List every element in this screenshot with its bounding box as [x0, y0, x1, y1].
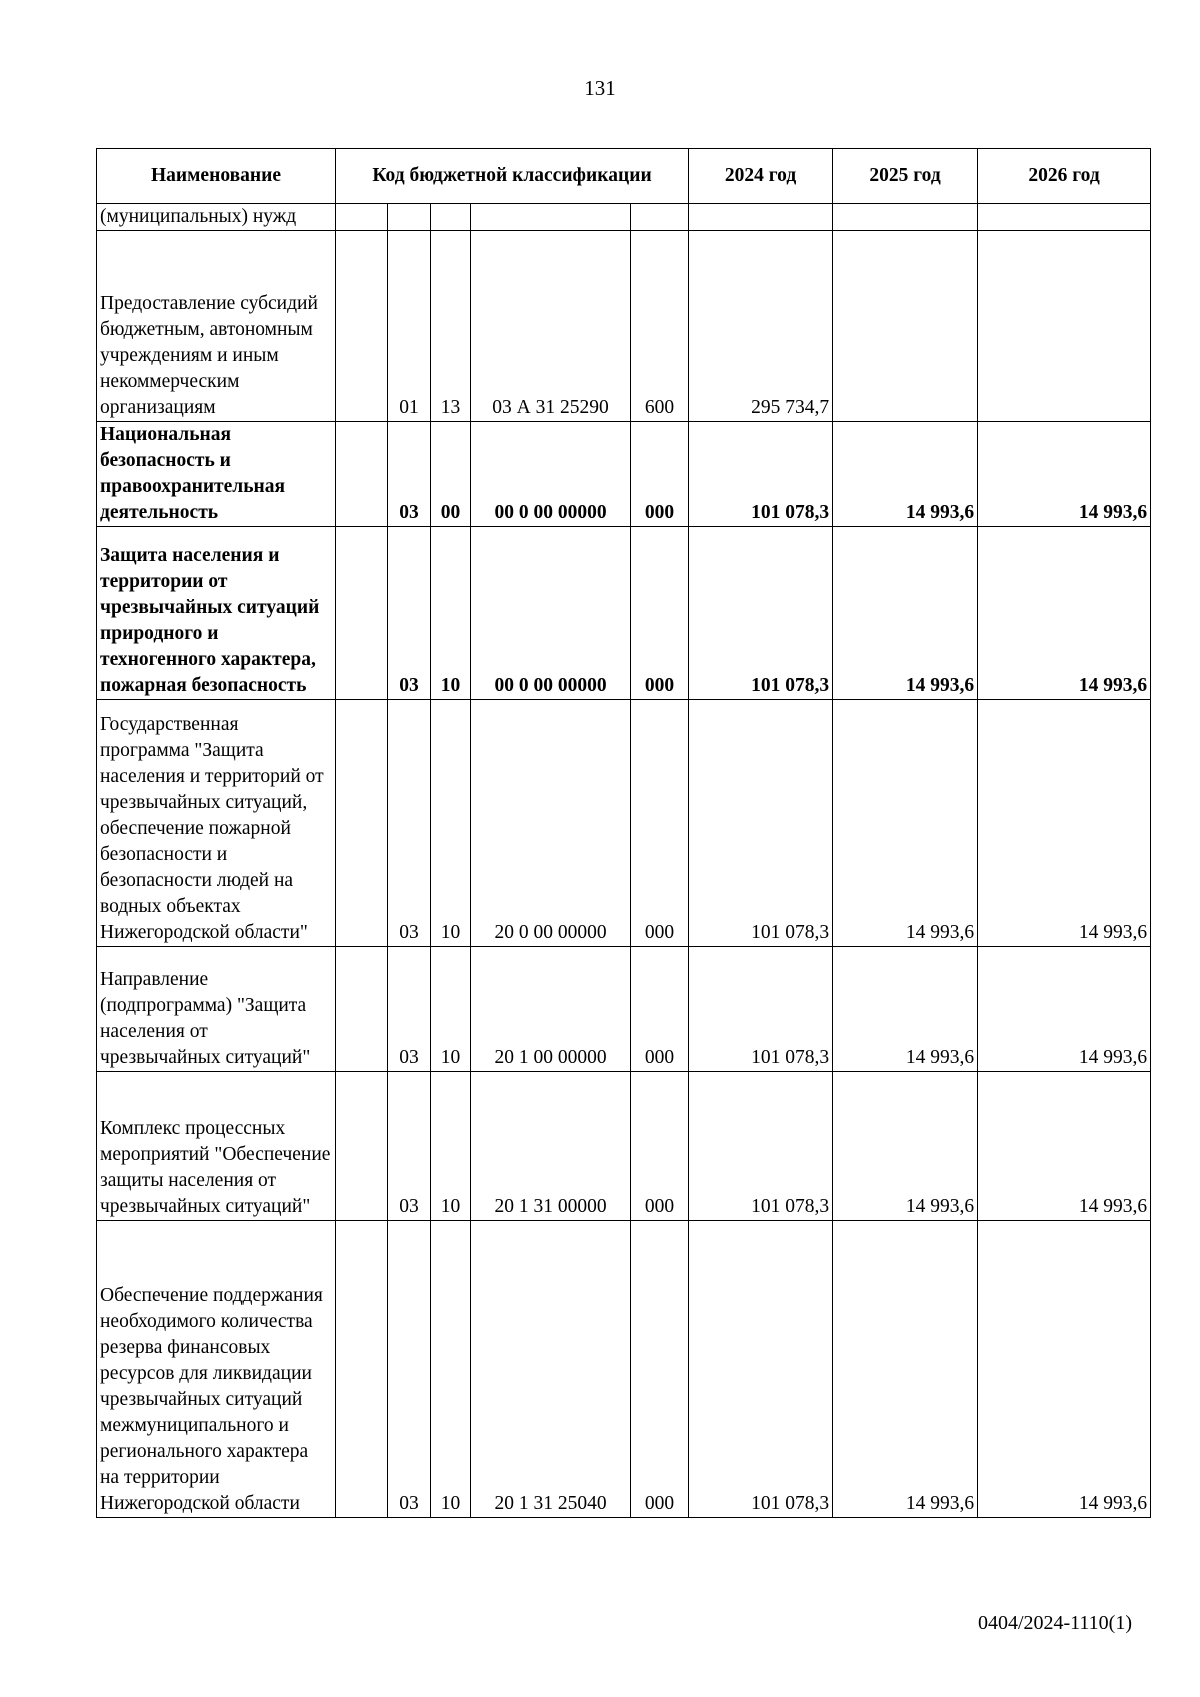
- budget-table: [96, 148, 1151, 1518]
- amount-2026: 14 993,6: [978, 1072, 1151, 1221]
- code-section: 03: [388, 1072, 431, 1221]
- amount-2026: [978, 231, 1151, 422]
- amount-2024: 101 078,3: [689, 422, 833, 527]
- table-row: [97, 527, 1151, 700]
- code-section: 01: [388, 231, 431, 422]
- table-row: [97, 231, 1151, 422]
- code-subsection: 13: [431, 231, 471, 422]
- code-target-article: 20 0 00 00000: [471, 700, 631, 947]
- code-subsection: 10: [431, 1221, 471, 1518]
- code-section: 03: [388, 700, 431, 947]
- amount-2024: 101 078,3: [689, 947, 833, 1072]
- amount-2026: 14 993,6: [978, 700, 1151, 947]
- code-target-article: 03 А 31 25290: [471, 231, 631, 422]
- row-name: (муниципальных) нужд: [97, 204, 336, 231]
- row-name: Комплекс процессных мероприятий "Обеспечение защиты населения от чрезвычайных ситуаций": [97, 1072, 336, 1221]
- code-expense-type: 000: [631, 1221, 689, 1518]
- amount-2026: 14 993,6: [978, 947, 1151, 1072]
- amount-2024: 101 078,3: [689, 1072, 833, 1221]
- amount-2024: 101 078,3: [689, 527, 833, 700]
- code-subsection: 10: [431, 700, 471, 947]
- row-name: Защита населения и территории от чрезвычайных ситуаций природного и техногенного характера, пожарная безопасность: [97, 527, 336, 700]
- code-expense-type: 000: [631, 947, 689, 1072]
- code-part-1: [336, 947, 388, 1072]
- amount-2025: [833, 204, 978, 231]
- code-subsection: 10: [431, 527, 471, 700]
- table-row: [97, 947, 1151, 1072]
- amount-2024: 101 078,3: [689, 700, 833, 947]
- code-section: 03: [388, 947, 431, 1072]
- page-number: 131: [584, 76, 616, 100]
- amount-2026: 14 993,6: [978, 422, 1151, 527]
- header-2024: 2024 год: [689, 149, 833, 204]
- code-subsection: 10: [431, 1072, 471, 1221]
- row-name: Обеспечение поддержания необходимого количества резерва финансовых ресурсов для ликвидации чрезвычайных ситуаций межмуниципального и регионального характера на территории Нижегородской области: [97, 1221, 336, 1518]
- table-row: [97, 204, 1151, 231]
- amount-2024: 295 734,7: [689, 231, 833, 422]
- table-row: [97, 1072, 1151, 1221]
- code-target-article: 00 0 00 00000: [471, 422, 631, 527]
- header-code: Код бюджетной классификации: [336, 149, 689, 204]
- header-name: Наименование: [97, 149, 336, 204]
- code-subsection: 10: [431, 947, 471, 1072]
- amount-2025: 14 993,6: [833, 947, 978, 1072]
- document-number: 0404/2024-1110(1): [977, 1612, 1132, 1634]
- table-row: [97, 1221, 1151, 1518]
- code-expense-type: 000: [631, 1072, 689, 1221]
- amount-2025: 14 993,6: [833, 1221, 978, 1518]
- row-name: Предоставление субсидий бюджетным, автономным учреждениям и иным некоммерческим организациям: [97, 231, 336, 422]
- code-expense-type: 600: [631, 231, 689, 422]
- amount-2024: 101 078,3: [689, 1221, 833, 1518]
- amount-2025: 14 993,6: [833, 527, 978, 700]
- amount-2025: [833, 231, 978, 422]
- code-part-1: [336, 527, 388, 700]
- amount-2026: 14 993,6: [978, 1221, 1151, 1518]
- row-name: Направление (подпрограмма) "Защита населения от чрезвычайных ситуаций": [97, 947, 336, 1072]
- code-target-article: 20 1 31 25040: [471, 1221, 631, 1518]
- header-2025: 2025 год: [833, 149, 978, 204]
- code-part-1: [336, 1072, 388, 1221]
- code-section: 03: [388, 422, 431, 527]
- code-subsection: 00: [431, 422, 471, 527]
- code-target-article: 00 0 00 00000: [471, 527, 631, 700]
- amount-2025: 14 993,6: [833, 700, 978, 947]
- code-target-article: 20 1 00 00000: [471, 947, 631, 1072]
- table-body: [97, 204, 1151, 1518]
- amount-2026: 14 993,6: [978, 527, 1151, 700]
- header-2026: 2026 год: [978, 149, 1151, 204]
- row-name: Национальная безопасность и правоохранительная деятельность: [97, 422, 336, 527]
- amount-2025: 14 993,6: [833, 422, 978, 527]
- code-section: 03: [388, 1221, 431, 1518]
- code-target-article: 20 1 31 00000: [471, 1072, 631, 1221]
- code-expense-type: 000: [631, 422, 689, 527]
- code-part-1: [336, 231, 388, 422]
- row-name: Государственная программа "Защита населения и территорий от чрезвычайных ситуаций, обеспечение пожарной безопасности и безопасности людей на водных объектах Нижегородской области": [97, 700, 336, 947]
- code-part-1: [336, 700, 388, 947]
- code-section: [388, 204, 431, 231]
- code-expense-type: 000: [631, 700, 689, 947]
- code-part-1: [336, 422, 388, 527]
- amount-2025: 14 993,6: [833, 1072, 978, 1221]
- code-subsection: [431, 204, 471, 231]
- code-section: 03: [388, 527, 431, 700]
- table-row: [97, 422, 1151, 527]
- table-row: [97, 700, 1151, 947]
- code-target-article: [471, 204, 631, 231]
- code-expense-type: 000: [631, 527, 689, 700]
- code-expense-type: [631, 204, 689, 231]
- code-part-1: [336, 1221, 388, 1518]
- code-part-1: [336, 204, 388, 231]
- amount-2026: [978, 204, 1151, 231]
- table-header-row: [97, 149, 1151, 204]
- amount-2024: [689, 204, 833, 231]
